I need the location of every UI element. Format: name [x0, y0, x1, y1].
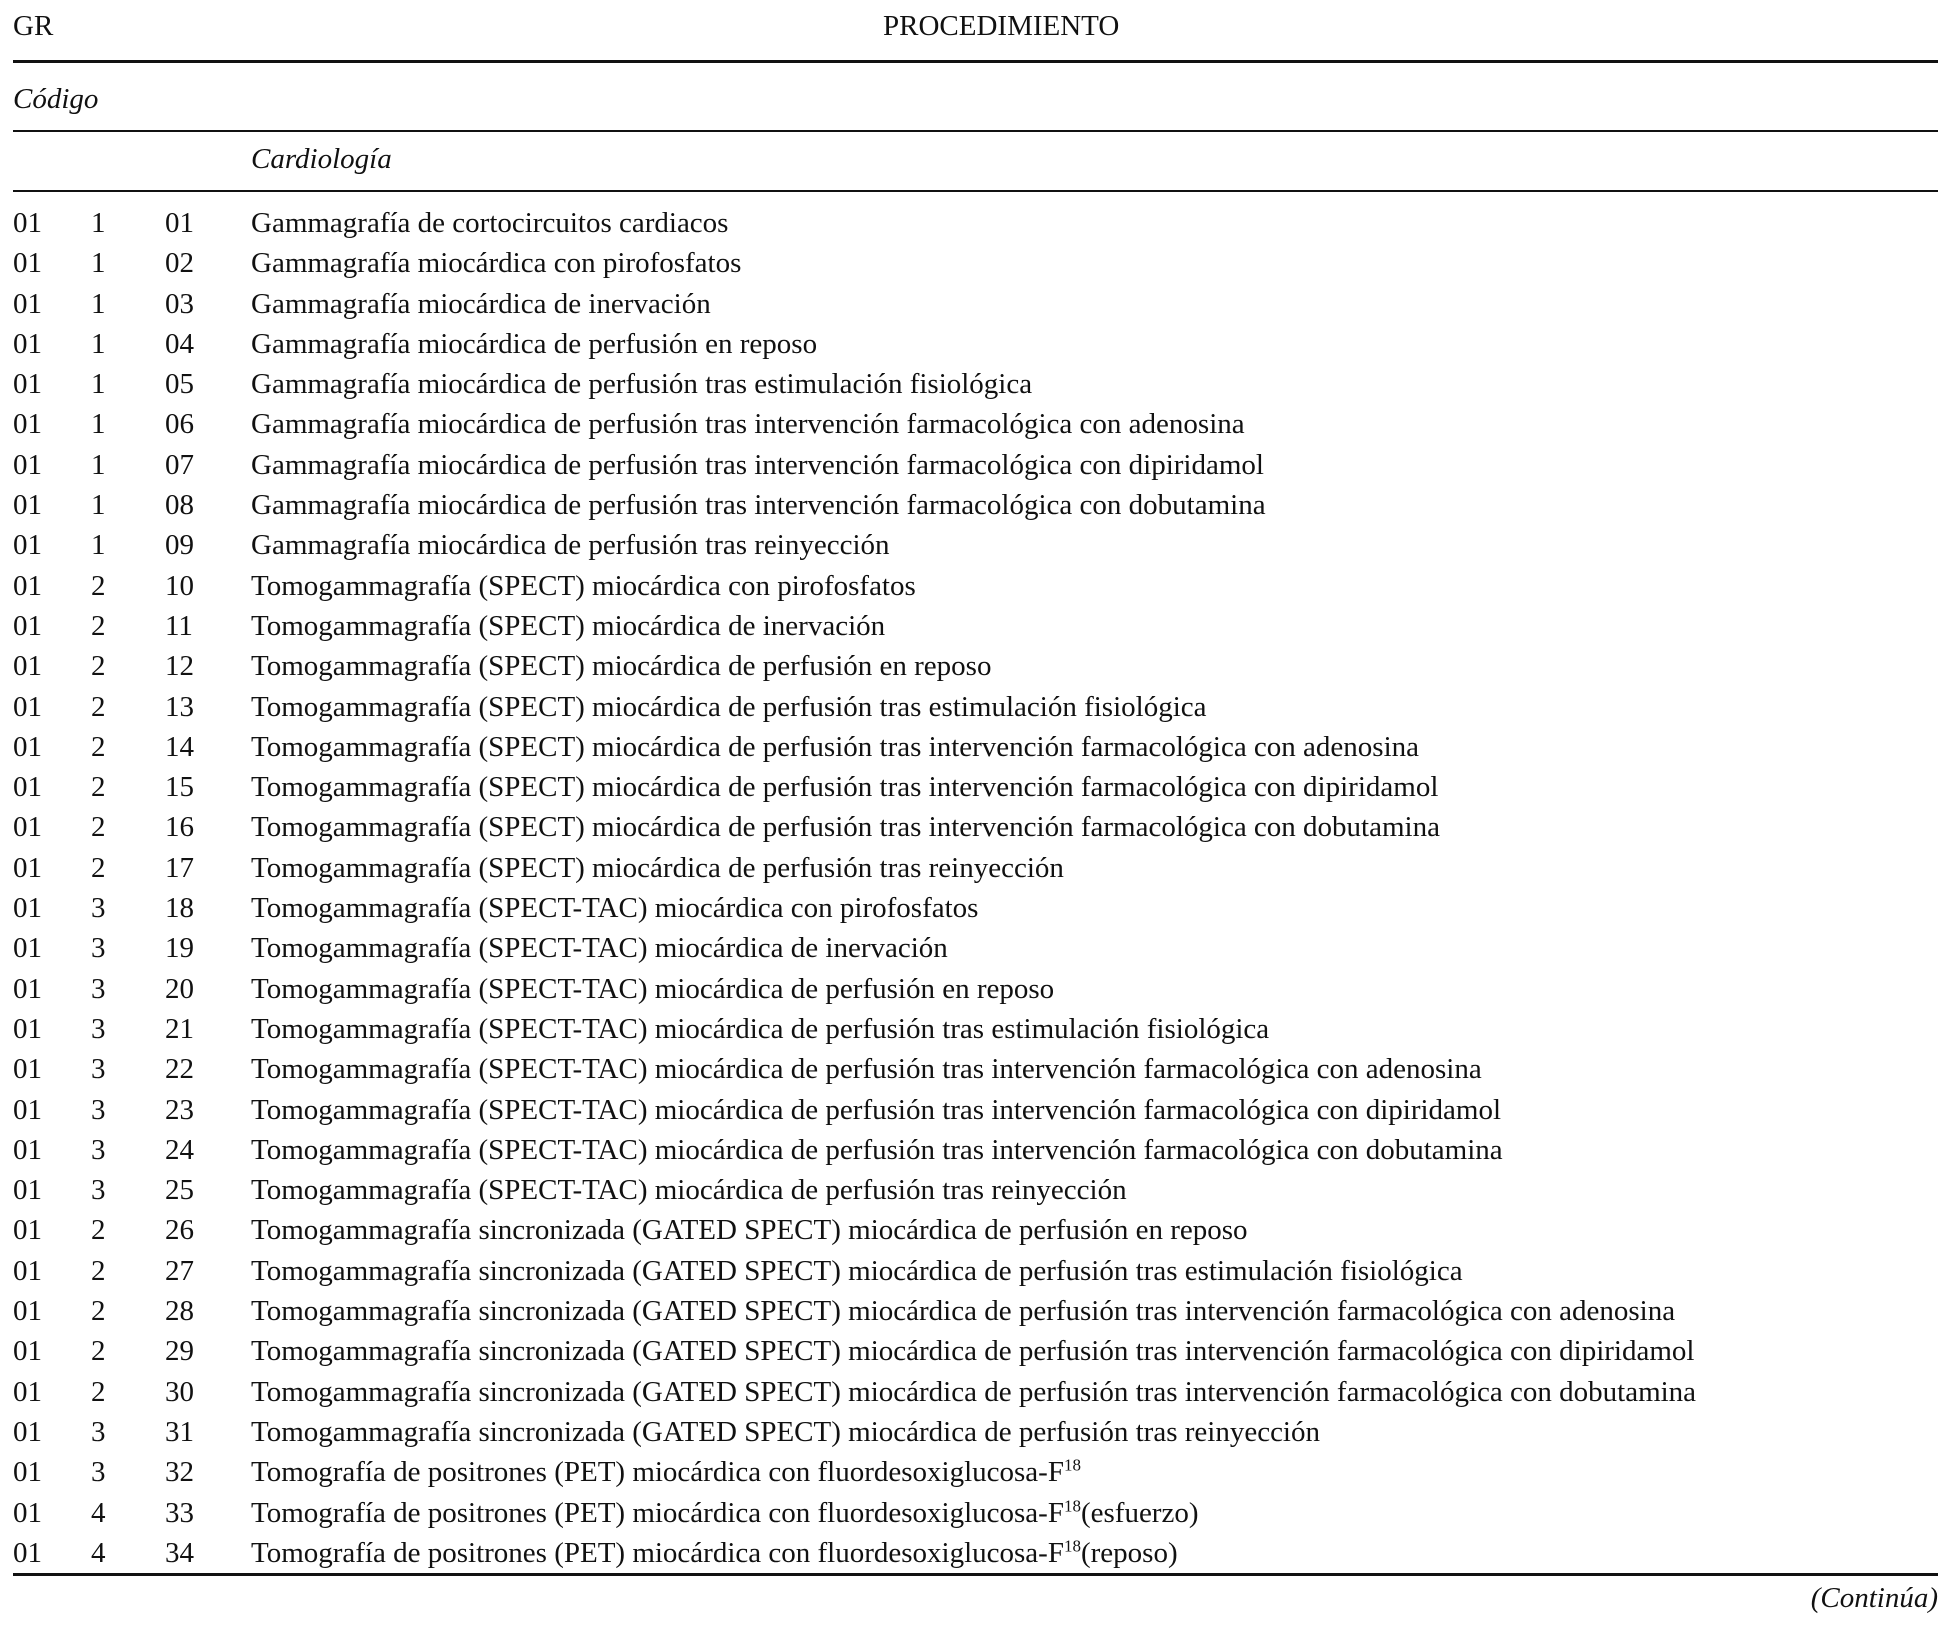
row-procedure-code: 02: [165, 247, 194, 280]
description-text: Tomogammagrafía (SPECT-TAC) miocárdica de perfusión tras estimulación fisiológica: [251, 1012, 1270, 1045]
row-subgroup-code: 2: [91, 730, 106, 763]
table-row: [13, 1291, 1938, 1331]
row-group-code: 01: [13, 1375, 42, 1408]
table-row: [13, 807, 1938, 847]
description-text: Tomogammagrafía (SPECT) miocárdica de inervación: [251, 609, 886, 642]
table-row: [13, 1170, 1938, 1210]
description-text: Tomogammagrafía (SPECT-TAC) miocárdica de inervación: [251, 932, 948, 965]
row-subgroup-code: 3: [91, 1456, 106, 1489]
row-procedure-code: 12: [165, 650, 194, 683]
row-procedure-description: [251, 243, 741, 283]
row-procedure-code: 20: [165, 972, 194, 1005]
row-procedure-code: 23: [165, 1093, 194, 1126]
row-procedure-code: 24: [165, 1133, 194, 1166]
column-header-procedure: PROCEDIMIENTO: [883, 10, 1120, 42]
row-procedure-code: 07: [165, 448, 194, 481]
row-group-code: 01: [13, 489, 42, 522]
table-row: [13, 646, 1938, 686]
row-procedure-code: 15: [165, 771, 194, 804]
row-subgroup-code: 1: [91, 408, 106, 441]
isotope-superscript: 18: [1063, 1536, 1081, 1556]
table-row: [13, 1009, 1938, 1049]
column-header-gr: GR: [13, 10, 54, 42]
row-group-code: 01: [13, 1496, 42, 1529]
row-procedure-code: 28: [165, 1295, 194, 1328]
row-procedure-code: 09: [165, 529, 194, 562]
row-subgroup-code: 2: [91, 650, 106, 683]
row-procedure-code: 03: [165, 287, 194, 320]
description-text: Tomogammagrafía (SPECT-TAC) miocárdica de perfusión tras intervención farmacológica con dipiridamol: [251, 1093, 1502, 1126]
description-text: Tomogammagrafía sincronizada (GATED SPECT) miocárdica de perfusión en reposo: [251, 1214, 1248, 1247]
row-procedure-description: [251, 767, 1438, 807]
row-procedure-code: 10: [165, 569, 194, 602]
row-procedure-code: 31: [165, 1415, 194, 1448]
isotope-superscript: 18: [1063, 1495, 1081, 1515]
row-group-code: 01: [13, 851, 42, 884]
description-text: Tomogammagrafía (SPECT) miocárdica de perfusión tras intervención farmacológica con dipiridamol: [251, 771, 1439, 804]
table-row: [13, 1493, 1938, 1533]
row-procedure-description: [251, 1090, 1501, 1130]
procedure-table: [13, 203, 1938, 1573]
description-text: Gammagrafía miocárdica de inervación: [251, 287, 711, 320]
description-text: Tomogammagrafía (SPECT) miocárdica con pirofosfatos: [251, 569, 916, 602]
row-subgroup-code: 2: [91, 609, 106, 642]
row-procedure-description: [251, 1170, 1127, 1210]
table-row: [13, 1372, 1938, 1412]
row-subgroup-code: 4: [91, 1536, 106, 1569]
row-subgroup-code: 3: [91, 972, 106, 1005]
description-suffix: (esfuerzo): [1080, 1496, 1199, 1529]
description-text: Gammagrafía miocárdica con pirofosfatos: [251, 247, 742, 280]
row-subgroup-code: 3: [91, 892, 106, 925]
row-group-code: 01: [13, 1133, 42, 1166]
row-group-code: 01: [13, 730, 42, 763]
row-subgroup-code: 2: [91, 851, 106, 884]
row-subgroup-code: 3: [91, 1133, 106, 1166]
row-subgroup-code: 1: [91, 327, 106, 360]
row-subgroup-code: 1: [91, 529, 106, 562]
table-row: [13, 606, 1938, 646]
row-subgroup-code: 1: [91, 489, 106, 522]
row-subgroup-code: 2: [91, 811, 106, 844]
continued-note: (Continúa): [1810, 1582, 1938, 1614]
table-row: [13, 1533, 1938, 1573]
description-text: Gammagrafía miocárdica de perfusión tras estimulación fisiológica: [251, 368, 1033, 401]
table-row: [13, 767, 1938, 807]
description-text: Gammagrafía de cortocircuitos cardiacos: [251, 207, 729, 239]
description-text: Tomogammagrafía (SPECT-TAC) miocárdica de perfusión tras intervención farmacológica con dobutamina: [251, 1133, 1503, 1166]
row-procedure-description: [251, 1130, 1503, 1170]
table-row: [13, 1452, 1938, 1492]
row-procedure-description: [251, 364, 1032, 404]
row-procedure-description: [251, 1210, 1248, 1250]
table-row: [13, 203, 1938, 243]
table-row: [13, 485, 1938, 525]
description-text: Tomografía de positrones (PET) miocárdica con fluordesoxiglucosa-F: [251, 1536, 1064, 1569]
section-heading: Cardiología: [251, 143, 392, 175]
row-procedure-description: [251, 1291, 1675, 1331]
row-procedure-description: [251, 525, 890, 565]
description-text: Tomogammagrafía (SPECT) miocárdica de perfusión en reposo: [251, 650, 992, 683]
row-subgroup-code: 2: [91, 690, 106, 723]
description-text: Gammagrafía miocárdica de perfusión tras intervención farmacológica con dobutamina: [251, 489, 1266, 522]
table-row: [13, 888, 1938, 928]
row-group-code: 01: [13, 892, 42, 925]
row-procedure-description: [251, 1533, 1178, 1573]
row-group-code: 01: [13, 771, 42, 804]
row-procedure-code: 21: [165, 1012, 194, 1045]
row-procedure-description: [251, 1009, 1269, 1049]
row-procedure-description: [251, 203, 728, 243]
row-group-code: 01: [13, 1295, 42, 1328]
row-subgroup-code: 3: [91, 1174, 106, 1207]
row-group-code: 01: [13, 1174, 42, 1207]
row-procedure-code: 34: [165, 1536, 194, 1569]
row-group-code: 01: [13, 408, 42, 441]
table-row: [13, 1412, 1938, 1452]
row-procedure-code: 29: [165, 1335, 194, 1368]
subheader-rule: [13, 130, 1938, 132]
row-procedure-description: [251, 807, 1440, 847]
table-row: [13, 969, 1938, 1009]
description-text: Tomogammagrafía sincronizada (GATED SPECT) miocárdica de perfusión tras intervención farmacológica con dobutamina: [251, 1375, 1697, 1408]
row-subgroup-code: 2: [91, 1375, 106, 1408]
row-subgroup-code: 2: [91, 569, 106, 602]
row-procedure-description: [251, 485, 1266, 525]
description-text: Tomogammagrafía (SPECT) miocárdica de perfusión tras estimulación fisiológica: [251, 690, 1207, 723]
table-row: [13, 1251, 1938, 1291]
description-text: Gammagrafía miocárdica de perfusión tras intervención farmacológica con adenosina: [251, 408, 1245, 441]
row-subgroup-code: 3: [91, 1415, 106, 1448]
row-subgroup-code: 2: [91, 1295, 106, 1328]
row-group-code: 01: [13, 247, 42, 280]
description-text: Tomografía de positrones (PET) miocárdica con fluordesoxiglucosa-F: [251, 1456, 1064, 1489]
row-procedure-description: [251, 324, 817, 364]
row-procedure-code: 13: [165, 690, 194, 723]
row-group-code: 01: [13, 368, 42, 401]
row-procedure-code: 27: [165, 1254, 194, 1287]
description-text: Tomogammagrafía sincronizada (GATED SPECT) miocárdica de perfusión tras estimulación fisiológica: [251, 1254, 1463, 1287]
row-group-code: 01: [13, 1012, 42, 1045]
table-row: [13, 525, 1938, 565]
table-row: [13, 404, 1938, 444]
row-group-code: 01: [13, 1053, 42, 1086]
row-subgroup-code: 3: [91, 932, 106, 965]
table-row: [13, 284, 1938, 324]
row-procedure-code: 01: [165, 207, 194, 239]
row-procedure-code: 17: [165, 851, 194, 884]
row-group-code: 01: [13, 1456, 42, 1489]
row-procedure-description: [251, 888, 978, 928]
row-procedure-code: 16: [165, 811, 194, 844]
row-procedure-description: [251, 848, 1064, 888]
description-text: Tomogammagrafía (SPECT) miocárdica de perfusión tras intervención farmacológica con dobutamina: [251, 811, 1440, 844]
description-text: Tomogammagrafía sincronizada (GATED SPECT) miocárdica de perfusión tras intervención farmacológica con adenosina: [251, 1295, 1676, 1328]
row-procedure-description: [251, 284, 711, 324]
row-group-code: 01: [13, 287, 42, 320]
table-row: [13, 687, 1938, 727]
row-subgroup-code: 2: [91, 1254, 106, 1287]
row-procedure-description: [251, 1251, 1463, 1291]
row-procedure-description: [251, 445, 1264, 485]
row-procedure-description: [251, 646, 991, 686]
row-procedure-code: 33: [165, 1496, 194, 1529]
row-procedure-description: [251, 1412, 1320, 1452]
table-row: [13, 1210, 1938, 1250]
description-text: Tomogammagrafía (SPECT) miocárdica de perfusión tras reinyección: [251, 851, 1064, 884]
row-group-code: 01: [13, 1214, 42, 1247]
row-subgroup-code: 3: [91, 1093, 106, 1126]
row-procedure-description: [251, 566, 916, 606]
row-subgroup-code: 2: [91, 771, 106, 804]
isotope-superscript: 18: [1063, 1455, 1081, 1475]
row-procedure-code: 22: [165, 1053, 194, 1086]
row-procedure-code: 30: [165, 1375, 194, 1408]
description-text: Tomografía de positrones (PET) miocárdica con fluordesoxiglucosa-F: [251, 1496, 1064, 1529]
row-group-code: 01: [13, 811, 42, 844]
row-procedure-code: 08: [165, 489, 194, 522]
row-procedure-description: [251, 727, 1419, 767]
row-subgroup-code: 1: [91, 368, 106, 401]
table-row: [13, 1090, 1938, 1130]
table-row: [13, 1130, 1938, 1170]
row-subgroup-code: 3: [91, 1053, 106, 1086]
row-procedure-description: [251, 969, 1054, 1009]
table-row: [13, 566, 1938, 606]
table-row: [13, 324, 1938, 364]
row-subgroup-code: 1: [91, 448, 106, 481]
row-group-code: 01: [13, 609, 42, 642]
row-group-code: 01: [13, 207, 42, 239]
description-text: Gammagrafía miocárdica de perfusión tras reinyección: [251, 529, 890, 562]
row-subgroup-code: 2: [91, 1335, 106, 1368]
row-group-code: 01: [13, 529, 42, 562]
row-group-code: 01: [13, 972, 42, 1005]
table-bottom-rule: [13, 1573, 1938, 1576]
description-text: Gammagrafía miocárdica de perfusión en reposo: [251, 327, 818, 360]
row-procedure-description: [251, 1331, 1694, 1371]
document-page: [13, 0, 1938, 1625]
row-procedure-code: 14: [165, 730, 194, 763]
row-group-code: 01: [13, 932, 42, 965]
row-procedure-code: 26: [165, 1214, 194, 1247]
row-subgroup-code: 1: [91, 287, 106, 320]
row-group-code: 01: [13, 650, 42, 683]
row-subgroup-code: 4: [91, 1496, 106, 1529]
table-row: [13, 364, 1938, 404]
description-text: Tomogammagrafía (SPECT) miocárdica de perfusión tras intervención farmacológica con adenosina: [251, 730, 1420, 763]
table-row: [13, 1331, 1938, 1371]
row-group-code: 01: [13, 1415, 42, 1448]
table-row: [13, 243, 1938, 283]
row-group-code: 01: [13, 327, 42, 360]
row-subgroup-code: 3: [91, 1012, 106, 1045]
row-group-code: 01: [13, 1254, 42, 1287]
row-subgroup-code: 2: [91, 1214, 106, 1247]
description-text: Tomogammagrafía sincronizada (GATED SPECT) miocárdica de perfusión tras intervención farmacológica con dipiridamol: [251, 1335, 1695, 1368]
header-rule: [13, 60, 1938, 63]
table-row: [13, 727, 1938, 767]
table-row: [13, 1049, 1938, 1089]
description-text: Tomogammagrafía sincronizada (GATED SPECT) miocárdica de perfusión tras reinyección: [251, 1415, 1320, 1448]
row-procedure-code: 19: [165, 932, 194, 965]
description-text: Gammagrafía miocárdica de perfusión tras intervención farmacológica con dipiridamol: [251, 448, 1264, 481]
section-rule: [13, 190, 1938, 192]
row-procedure-code: 32: [165, 1456, 194, 1489]
row-group-code: 01: [13, 569, 42, 602]
row-group-code: 01: [13, 1536, 42, 1569]
description-suffix: (reposo): [1080, 1536, 1178, 1569]
row-procedure-description: [251, 1049, 1482, 1089]
row-group-code: 01: [13, 1335, 42, 1368]
row-group-code: 01: [13, 690, 42, 723]
row-procedure-code: 11: [165, 609, 193, 642]
row-procedure-description: [251, 606, 885, 646]
row-procedure-code: 05: [165, 368, 194, 401]
description-text: Tomogammagrafía (SPECT-TAC) miocárdica con pirofosfatos: [251, 892, 979, 925]
table-row: [13, 848, 1938, 888]
row-procedure-code: 04: [165, 327, 194, 360]
row-group-code: 01: [13, 448, 42, 481]
description-text: Tomogammagrafía (SPECT-TAC) miocárdica de perfusión en reposo: [251, 972, 1055, 1005]
row-subgroup-code: 1: [91, 207, 106, 239]
code-subheader: Código: [13, 83, 99, 115]
table-row: [13, 928, 1938, 968]
row-procedure-code: 25: [165, 1174, 194, 1207]
description-text: Tomogammagrafía (SPECT-TAC) miocárdica de perfusión tras reinyección: [251, 1174, 1127, 1207]
description-text: Tomogammagrafía (SPECT-TAC) miocárdica de perfusión tras intervención farmacológica con adenosina: [251, 1053, 1482, 1086]
table-row: [13, 445, 1938, 485]
row-subgroup-code: 1: [91, 247, 106, 280]
row-procedure-description: [251, 404, 1245, 444]
row-procedure-code: 18: [165, 892, 194, 925]
row-group-code: 01: [13, 1093, 42, 1126]
row-procedure-description: [251, 928, 948, 968]
row-procedure-description: [251, 1452, 1081, 1492]
row-procedure-description: [251, 1493, 1199, 1533]
row-procedure-code: 06: [165, 408, 194, 441]
row-procedure-description: [251, 1372, 1696, 1412]
row-procedure-description: [251, 687, 1207, 727]
